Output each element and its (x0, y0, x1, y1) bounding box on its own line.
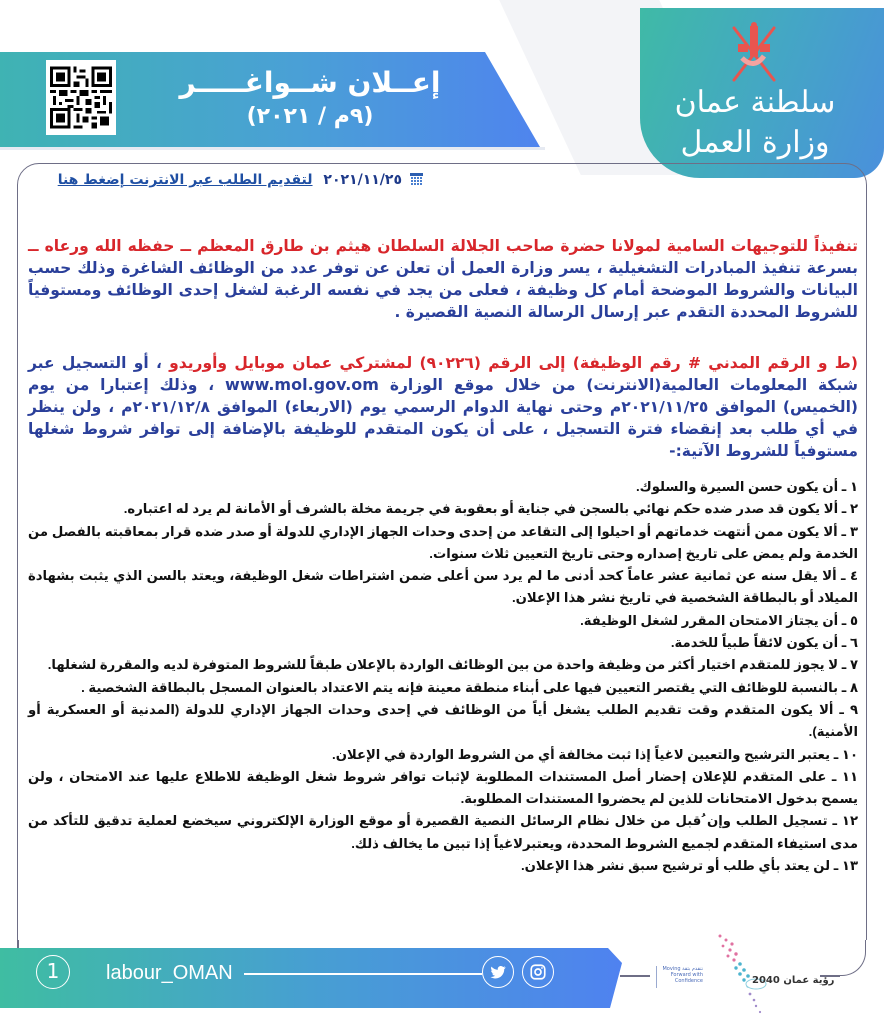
calendar-icon (410, 173, 423, 185)
condition-item: ٢ ـ ألا يكون قد صدر ضده حكم نهائي بالسجن في جناية أو بعقوبة في جريمة مخلة بالشرف أو الأمانة لم يرد له اعتباره. (123, 501, 858, 517)
qr-code[interactable] (46, 60, 116, 135)
vision-2040-label: رؤية عمان 2040 (752, 975, 835, 986)
condition-item: ١٢ ـ تسجيل الطلب وإن ُقبل من خلال نظام الرسائل النصية القصيرة أو موقع الوزارة الإلكتروني سيخضع لعملية تدقيق للتأكد من مدى استيفاء المتقدم لجميع الشروط المحددة، ويعتبرلاغياً إذا تبين ما يخالف ذلك. (28, 813, 858, 851)
intro-royal-directive: تنفيذاً للتوجيهات السامية لمولانا حضرة صاحب الجلالة السلطان هيثم بن طارق المعظم ــ حفظه الله ورعاه ــ (28, 237, 858, 255)
condition-item: ٤ ـ ألا يقل سنه عن ثمانية عشر عاماً كحد أدنى ما لم يرد سن أعلى ضمن اشتراطات شغل الوظيفة، ويعتد بالسن الذي يثبت بشهادة الميلاد أو بالبطاقة الشخصية في تاريخ نشر هذا الإعلان. (28, 568, 858, 606)
social-handle[interactable]: labour_OMAN (106, 962, 233, 984)
banner-underline (0, 147, 545, 150)
condition-item: ٥ ـ أن يجتاز الامتحان المقرر لشغل الوظيفة. (580, 612, 858, 628)
instagram-button[interactable] (522, 956, 554, 988)
announcement-number: (٩م / ٢٠٢١) (246, 104, 374, 129)
oman-vision-2040-logo-icon (690, 928, 820, 1020)
condition-item: ٦ ـ أن يكون لائقاً طبياً للخدمة. (670, 635, 858, 651)
condition-item: ١٠ ـ يعتبر الترشيح والتعيين لاغياً إذا ثبت مخالفة أي من الشروط الواردة في الإعلان. (332, 746, 858, 762)
condition-item: ٩ ـ ألا يكون المتقدم وقت تقديم الطلب يشغل أياً من الوظائف في إحدى وحدات الجهاز الإداري للدولة (المدنية أو العسكرية أو الأمنية). (28, 701, 858, 740)
ministry-website-link[interactable]: www.mol.gov.om (225, 375, 379, 394)
registration-paragraph (28, 352, 858, 462)
page-number: 1 (36, 955, 70, 989)
registration-text-1: ، أو التسجيل عبر شبكة المعلومات العالمية(الانترنت) من خلال موقع الوزارة (28, 354, 859, 394)
intro-paragraph (28, 235, 858, 323)
intro-body: بسرعة تنفيذ المبادرات التشغيلية ، يسر وزارة العمل أن تعلن عن توفر عدد من الوظائف الشاغرة وذلك حسب البيانات والشروط الموضحة أمام كل وظيفة ، فعلى من يجد في نفسه الرغبة لشغل إحدى الوظائف ومستوفياً للشروط المحددة التقدم عبر إرسال الرسالة النصية القصيرة . (28, 259, 858, 321)
qr-code-icon (50, 64, 112, 131)
logo-text-ministry: وزارة العمل (680, 125, 830, 160)
registration-text-2: ، وذلك إعتبارا من يوم (الخميس) الموافق ٢٠٢١/١١/٢٥م وحتى نهاية الدوام الرسمي يوم (الاربعاء) الموافق ٢٠٢١/١٢/٨م ، ولن ينظر في أي طلب بعد إنقضاء فترة التسجيل ، على أن يكون المتقدم للوظيفة بالإضافة إلى توافر شروط شغلها مستوفياً للشروط الآتية:- (28, 376, 858, 460)
condition-item: ٧ ـ لا يجوز للمتقدم اختيار أكثر من وظيفة واحدة من بين الوظائف الواردة بالإعلان طبقاً للشروط المتوفرة لديه والمقررة لشغلها. (47, 657, 858, 673)
twitter-button[interactable] (482, 956, 514, 988)
sms-format: (ط و الرقم المدني # رقم الوظيفة) إلى الرقم (٩٠٢٢٦) لمشتركي عمان موبايل وأوريدو (169, 354, 858, 372)
apply-date: ٢٠٢١/١١/٢٥ (323, 172, 402, 188)
condition-item: ١٣ ـ لن يعتد بأي طلب أو ترشيح سبق نشر هذا الإعلان. (521, 858, 858, 874)
condition-item: ٨ ـ بالنسبة للوظائف التي يقتصر التعيين فيها على أبناء منطقة معينة فإنه يتم الاعتداد بالعنوان المسجل بالبطاقة الشخصية . (81, 679, 858, 695)
condition-item: ٣ ـ ألا يكون ممن أنتهت خدماتهم أو احيلوا إلى التقاعد من إحدى وحدات الجهاز الإداري للدولة أو صدر ضده قرار بمعاقبته بالفصل من الخدمة ولم يمض على تاريخ إصداره وحتى تاريخ التعيين ثلاث سنوات. (28, 523, 858, 561)
condition-item: ١١ ـ على المتقدم للإعلان إحضار أصل المستندات المطلوبة لإثبات توافر شروط شغل الوظيفة للاطلاع عليها عند الامتحان ، ولن يسمح بدخول الامتحانات للذين لم يحضروا المستندات المطلوبة. (28, 768, 858, 807)
conditions-list (28, 476, 858, 877)
logo-text-sultanate: سلطنة عمان (674, 85, 836, 120)
page-title: إعــلان شــواغـــــر (179, 66, 441, 99)
oman-emblem-icon (724, 20, 784, 86)
moving-forward-logo: نتقدم بثقة Moving Forward with Confidence (656, 966, 703, 988)
instagram-icon (529, 963, 547, 981)
condition-item: ١ ـ أن يكون حسن السيرة والسلوك. (635, 479, 858, 494)
footer-divider (244, 973, 482, 975)
twitter-icon (489, 963, 507, 981)
footer-connector (620, 975, 650, 977)
apply-line (28, 172, 423, 188)
apply-online-link[interactable]: لتقديم الطلب عبر الانترنت إضغط هنا (57, 172, 313, 188)
